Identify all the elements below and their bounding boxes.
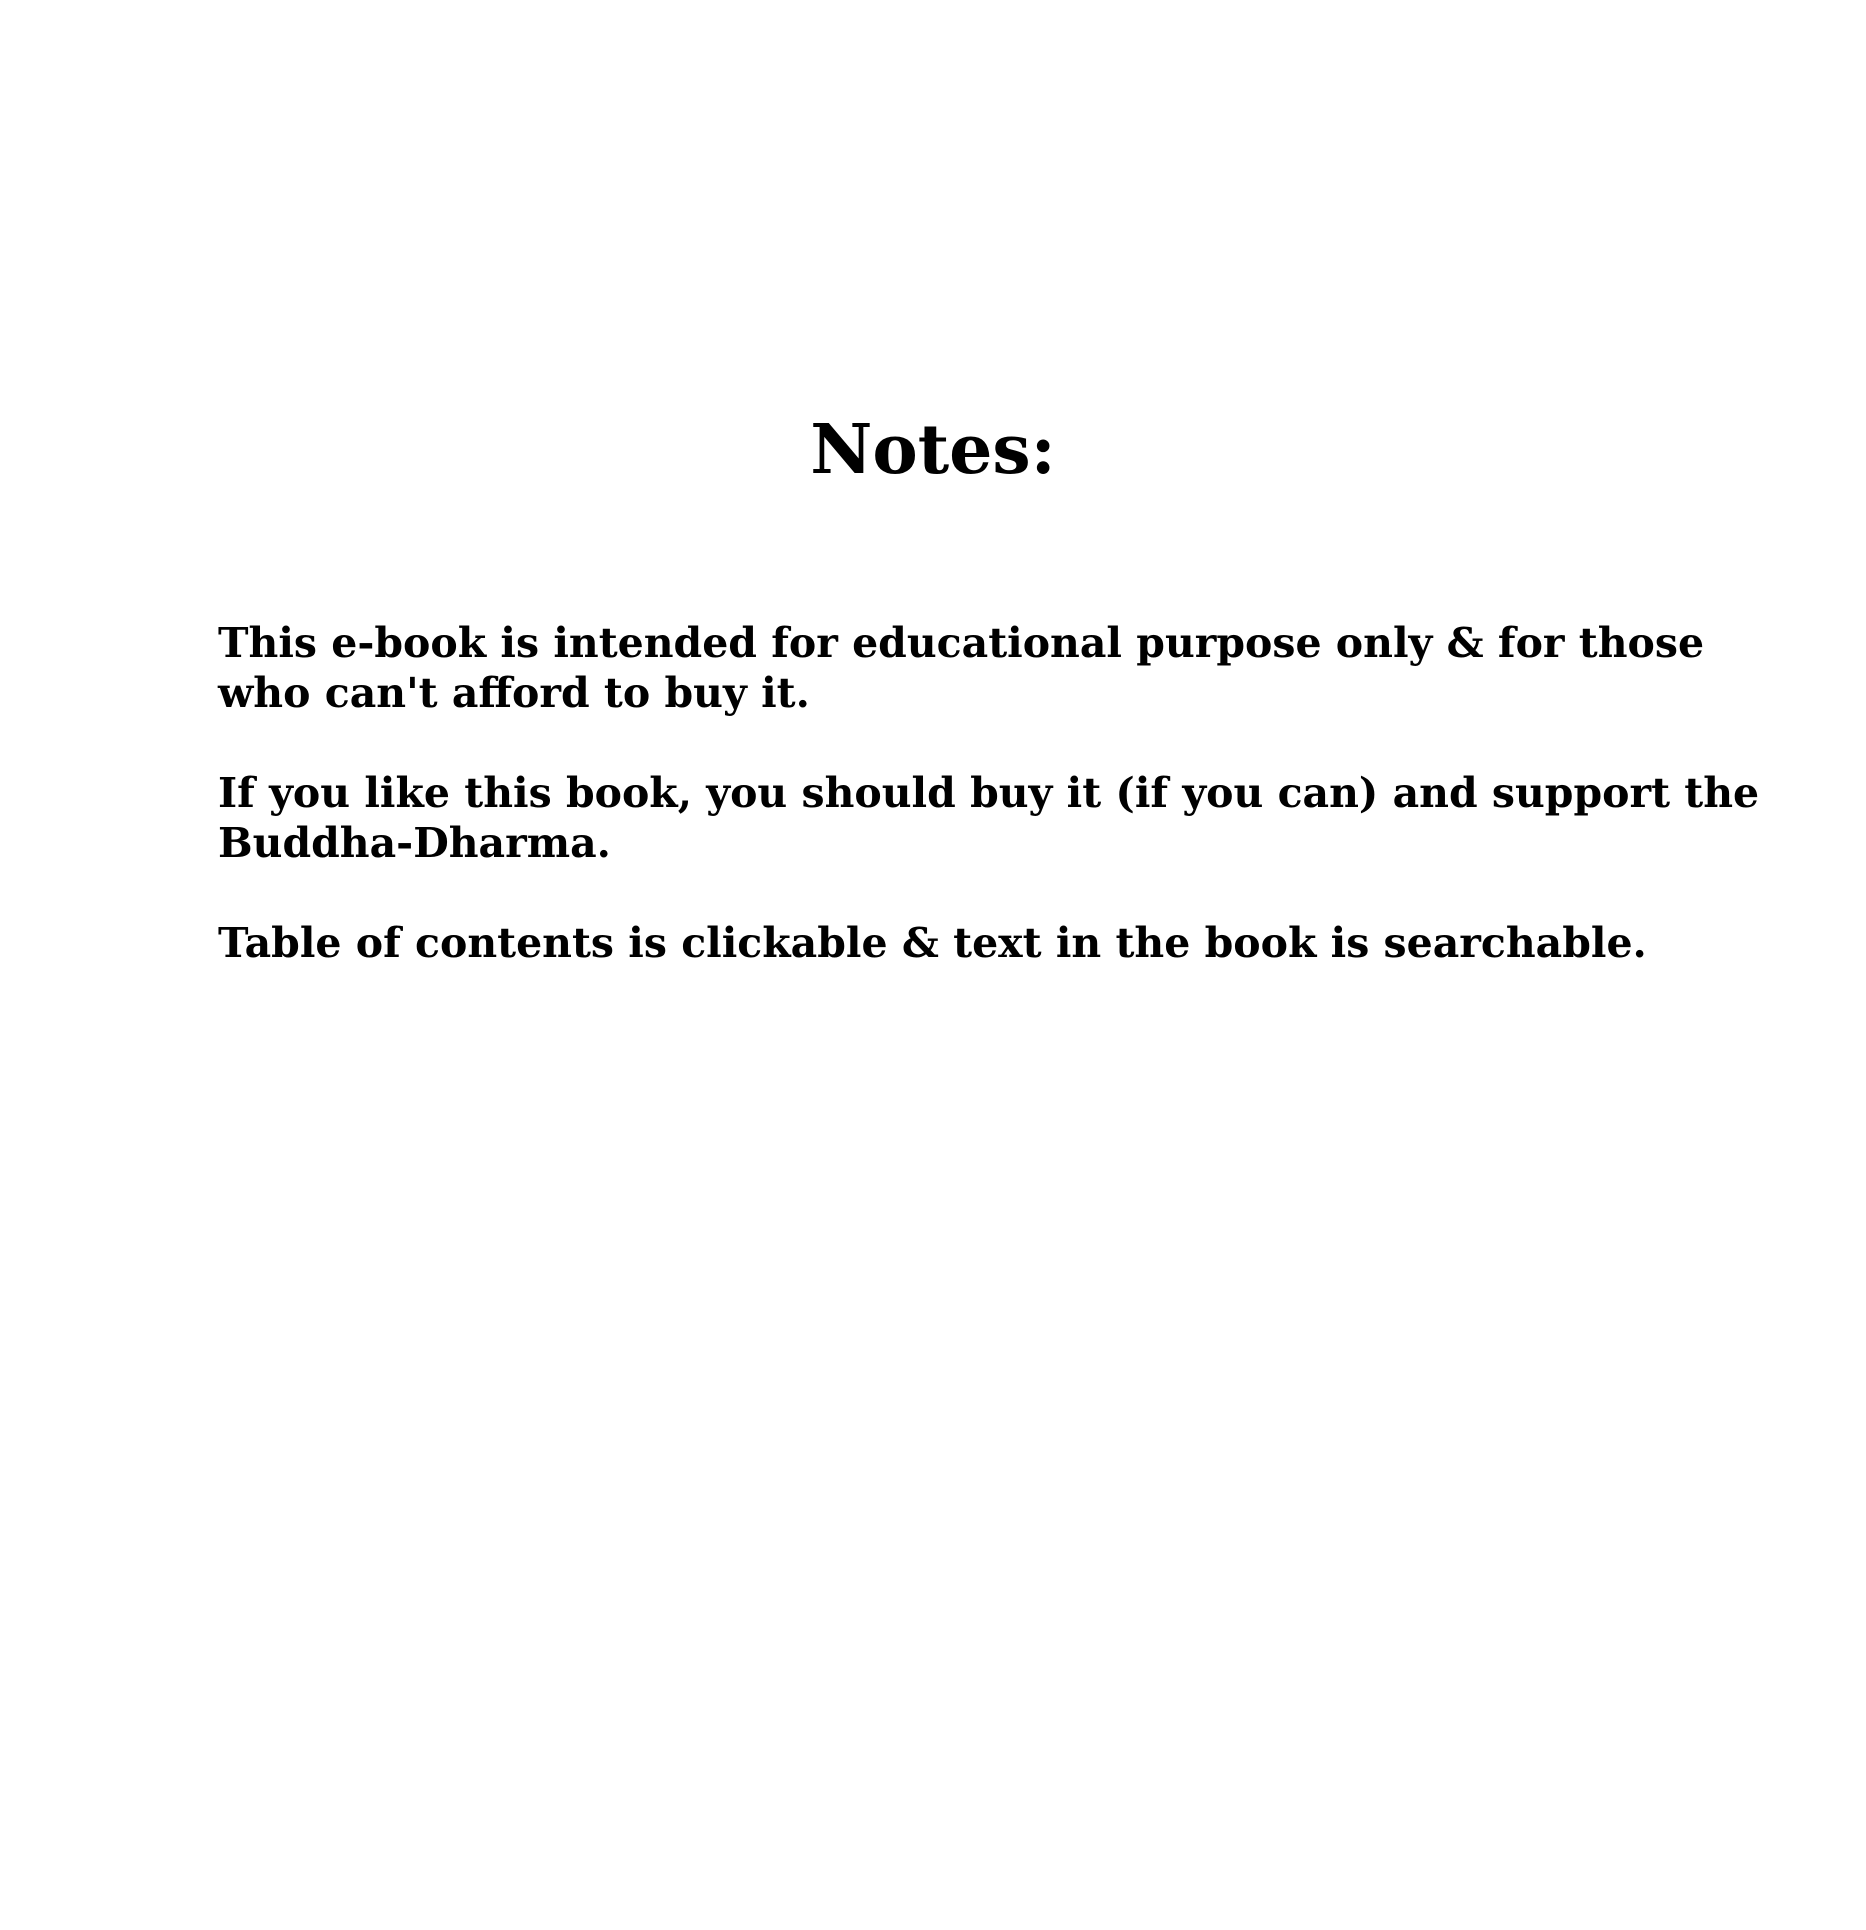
- paragraph-table-of-contents: [218, 918, 1778, 968]
- paragraph-support: [218, 768, 1778, 868]
- paragraph-line: Buddha-Dharma.: [218, 819, 611, 867]
- paragraph-line: Table of contents is clickable & text in the book is searchable.: [218, 919, 1647, 967]
- paragraph-line: who can't afford to buy it.: [218, 669, 810, 717]
- paragraph-educational-purpose: [218, 618, 1778, 718]
- notes-body: [218, 618, 1778, 1018]
- paragraph-line: This e-book is intended for educational purpose only & for those: [218, 619, 1705, 667]
- paragraph-line: If you like this book, you should buy it (if you can) and support the: [218, 769, 1760, 817]
- page-title: Notes:: [810, 410, 1056, 490]
